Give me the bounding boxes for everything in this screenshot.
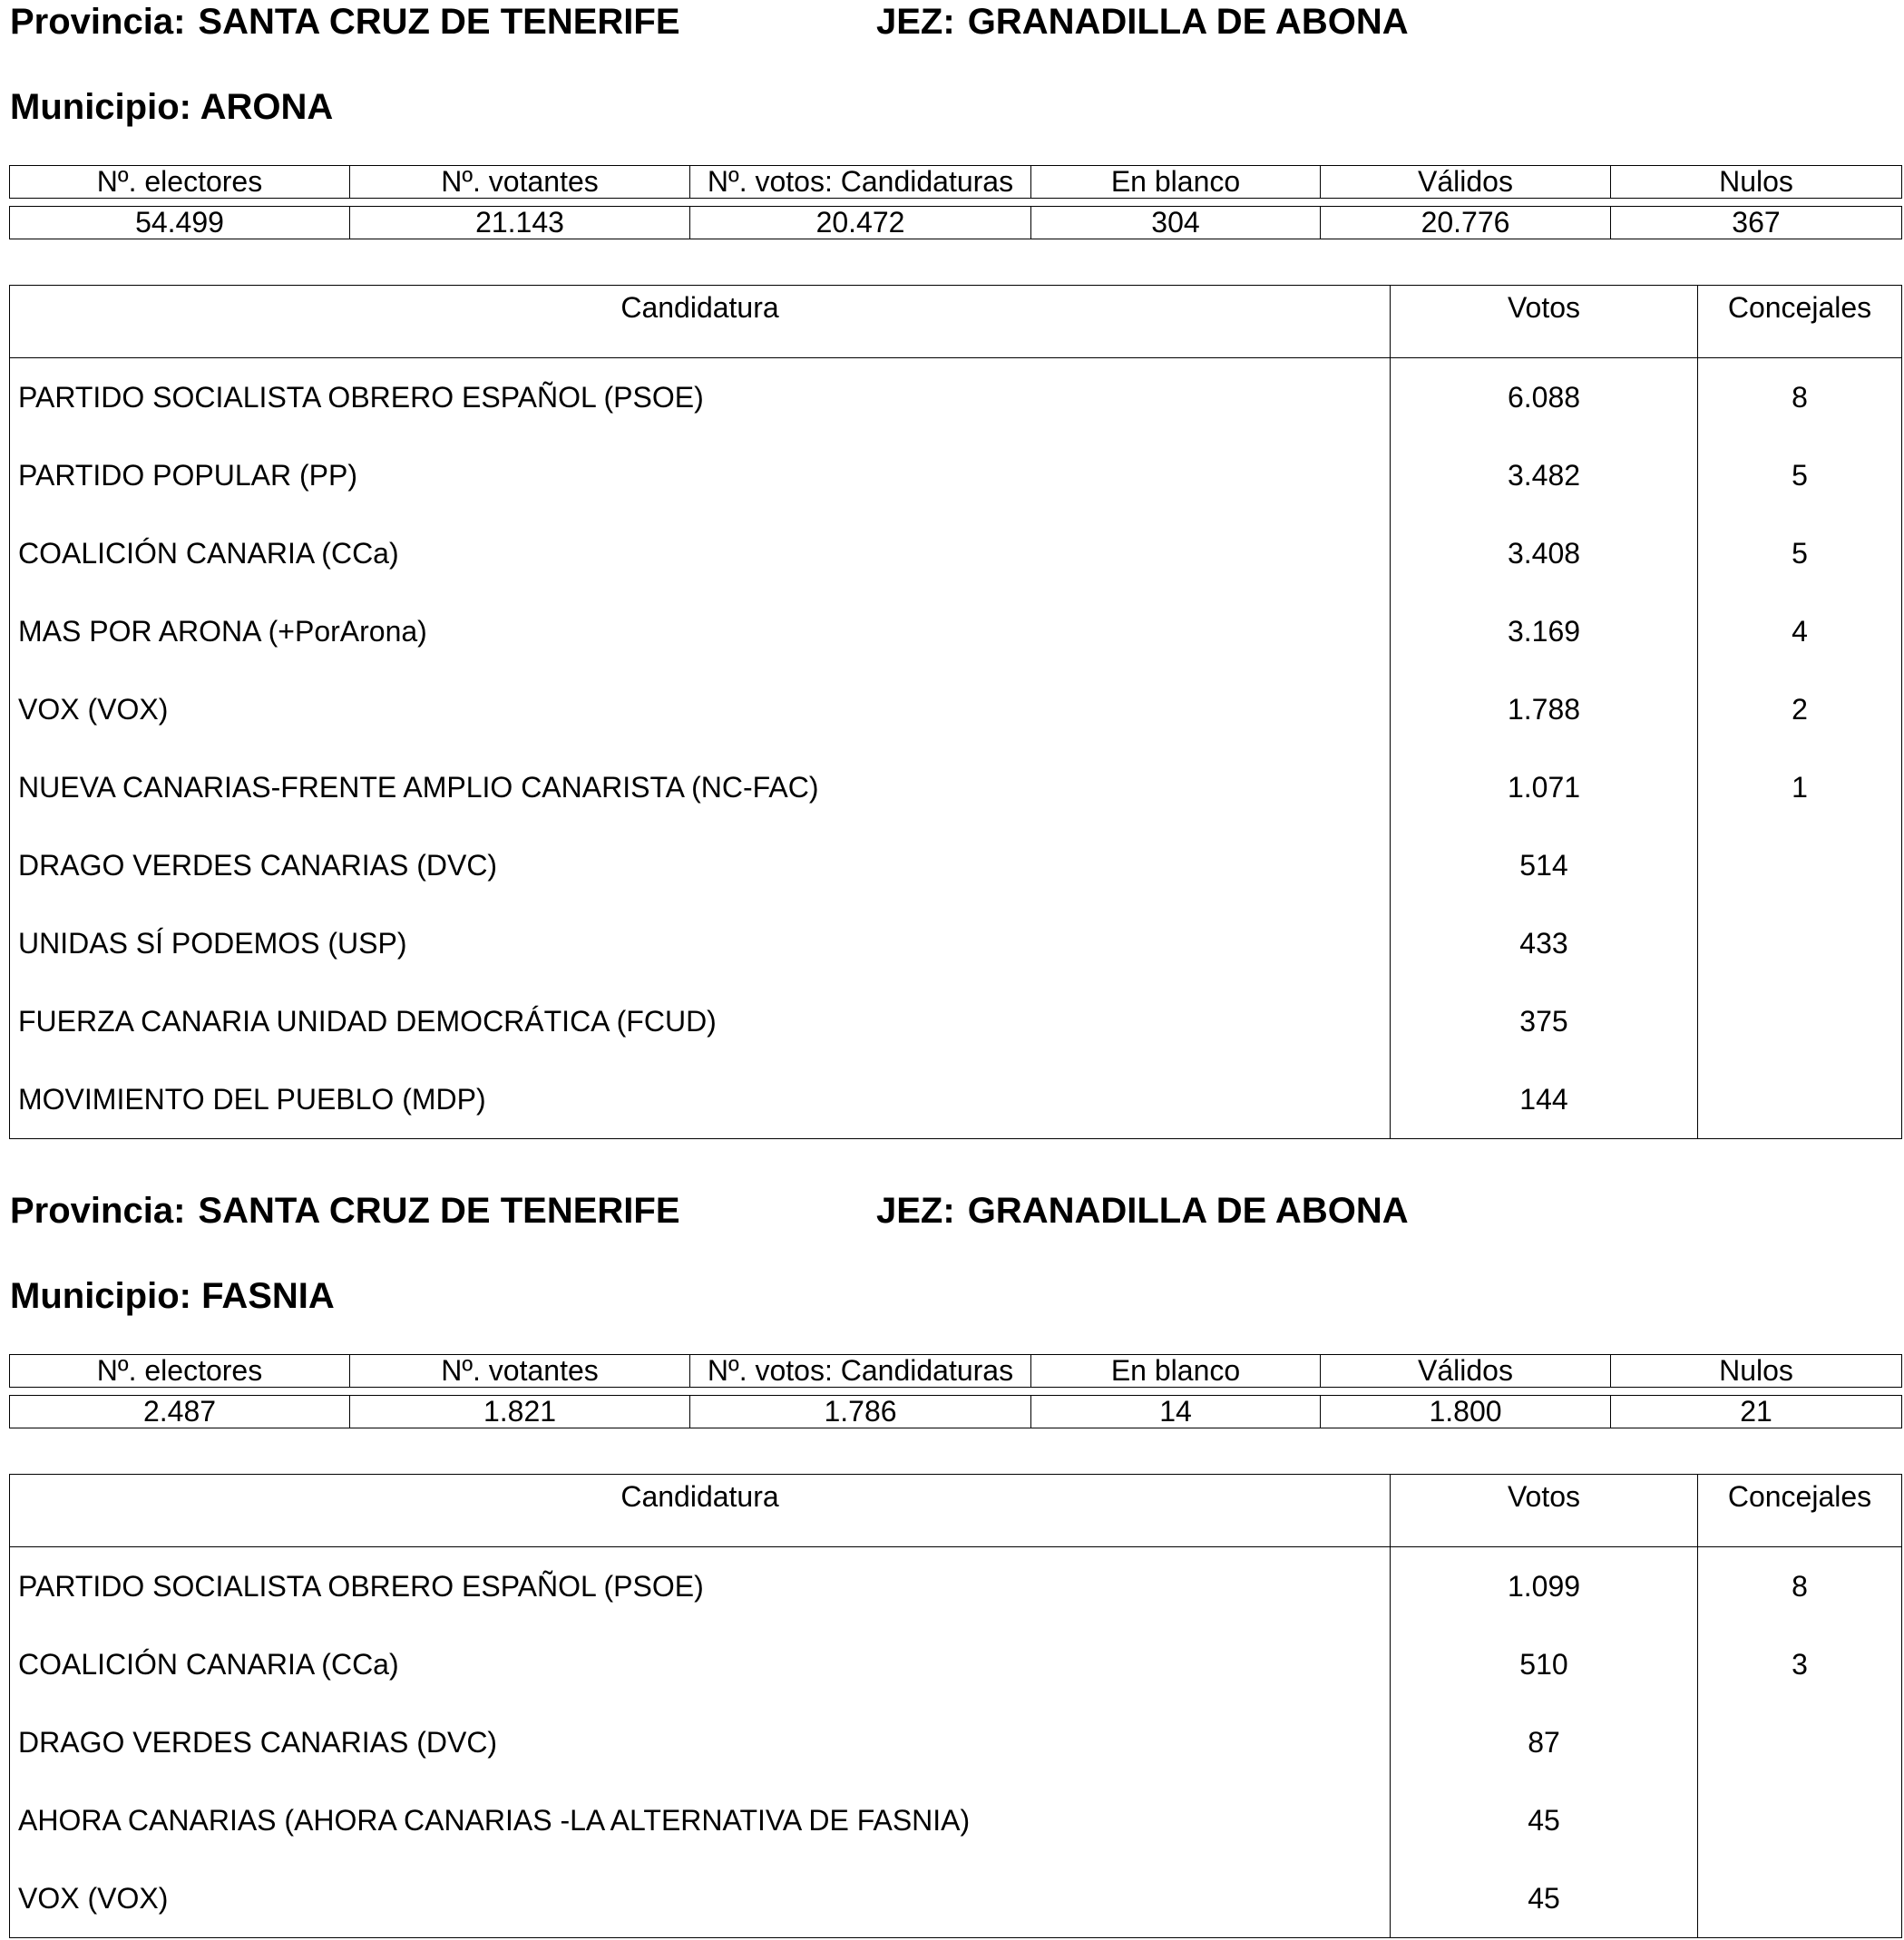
candidatura-column-header: Candidatura (10, 1475, 1391, 1547)
summary-header-cell: En blanco (1031, 166, 1321, 199)
provincia-header (10, 0, 680, 44)
municipio-header (10, 85, 333, 129)
table-row (10, 904, 1902, 982)
jez-value: GRANADILLA DE ABONA (967, 1191, 1409, 1231)
summary-value-row (10, 207, 1902, 239)
summary-value-cell: 1.800 (1321, 1396, 1611, 1428)
candidatura-concejales (1698, 1060, 1902, 1139)
candidatura-concejales: 8 (1698, 358, 1902, 437)
candidatura-votos: 1.099 (1391, 1547, 1698, 1626)
candidatura-name: NUEVA CANARIAS-FRENTE AMPLIO CANARISTA (NC-FAC) (10, 748, 1391, 826)
provincia-value: SANTA CRUZ DE TENERIFE (198, 2, 680, 42)
municipio-label: Municipio: (10, 87, 191, 127)
candidatura-votos: 375 (1391, 982, 1698, 1060)
summary-header-cell: Nº. electores (10, 166, 350, 199)
candidatura-name: FUERZA CANARIA UNIDAD DEMOCRÁTICA (FCUD) (10, 982, 1391, 1060)
candidatura-concejales: 1 (1698, 748, 1902, 826)
votos-column-header: Votos (1391, 1475, 1698, 1547)
candidatura-concejales: 5 (1698, 514, 1902, 592)
table-row (10, 1625, 1902, 1703)
candidatura-name: MOVIMIENTO DEL PUEBLO (MDP) (10, 1060, 1391, 1139)
candidatura-concejales (1698, 1859, 1902, 1938)
candidatura-concejales: 2 (1698, 670, 1902, 748)
summary-value-row (10, 1396, 1902, 1428)
summary-value-cell: 14 (1031, 1396, 1321, 1428)
summary-value-cell: 1.821 (350, 1396, 690, 1428)
concejales-column-header: Concejales (1698, 286, 1902, 358)
table-row (10, 670, 1902, 748)
summary-header-cell: Nº. votantes (350, 166, 690, 199)
concejales-column-header: Concejales (1698, 1475, 1902, 1547)
summary-value-cell: 21 (1611, 1396, 1902, 1428)
municipio-value: FASNIA (201, 1276, 335, 1316)
summary-value-cell: 2.487 (10, 1396, 350, 1428)
votos-column-header: Votos (1391, 286, 1698, 358)
jez-header (876, 1189, 1409, 1233)
summary-value-cell: 367 (1611, 207, 1902, 239)
summary-header-row (10, 1355, 1902, 1388)
candidatura-votos: 45 (1391, 1781, 1698, 1859)
table-row (10, 982, 1902, 1060)
provincia-value: SANTA CRUZ DE TENERIFE (198, 1191, 680, 1231)
jez-value: GRANADILLA DE ABONA (967, 2, 1409, 42)
municipio-header (10, 1274, 335, 1318)
candidatura-name: PARTIDO SOCIALISTA OBRERO ESPAÑOL (PSOE) (10, 1547, 1391, 1626)
candidatura-votos: 3.169 (1391, 592, 1698, 670)
candidaturas-table (9, 285, 1902, 1139)
candidatura-concejales (1698, 904, 1902, 982)
summary-header-cell: Nº. electores (10, 1355, 350, 1388)
summary-header-cell: Válidos (1321, 166, 1611, 199)
table-row (10, 1060, 1902, 1139)
summary-header-cell: En blanco (1031, 1355, 1321, 1388)
candidatura-votos: 6.088 (1391, 358, 1698, 437)
summary-header-cell: Nº. votos: Candidaturas (690, 166, 1031, 199)
provincia-header (10, 1189, 680, 1233)
summary-table (9, 165, 1902, 239)
candidatura-votos: 3.482 (1391, 436, 1698, 514)
candidatura-concejales: 4 (1698, 592, 1902, 670)
candidatura-concejales: 3 (1698, 1625, 1902, 1703)
candidaturas-header-row (10, 1475, 1902, 1547)
table-row (10, 514, 1902, 592)
candidatura-name: MAS POR ARONA (+PorArona) (10, 592, 1391, 670)
candidaturas-header-row (10, 286, 1902, 358)
summary-table (9, 1354, 1902, 1428)
candidatura-votos: 144 (1391, 1060, 1698, 1139)
summary-value-cell: 304 (1031, 207, 1321, 239)
table-row (10, 1703, 1902, 1781)
summary-value-cell: 20.776 (1321, 207, 1611, 239)
candidatura-name: PARTIDO POPULAR (PP) (10, 436, 1391, 514)
table-row (10, 748, 1902, 826)
candidatura-votos: 1.788 (1391, 670, 1698, 748)
summary-value-cell: 21.143 (350, 207, 690, 239)
summary-header-row (10, 166, 1902, 199)
candidatura-name: DRAGO VERDES CANARIAS (DVC) (10, 1703, 1391, 1781)
candidatura-votos: 45 (1391, 1859, 1698, 1938)
candidatura-concejales: 8 (1698, 1547, 1902, 1626)
summary-header-cell: Válidos (1321, 1355, 1611, 1388)
table-row (10, 826, 1902, 904)
summary-header-cell: Nulos (1611, 166, 1902, 199)
candidatura-concejales (1698, 1781, 1902, 1859)
candidatura-concejales (1698, 826, 1902, 904)
candidatura-name: AHORA CANARIAS (AHORA CANARIAS -LA ALTERNATIVA DE FASNIA) (10, 1781, 1391, 1859)
municipio-label: Municipio: (10, 1276, 191, 1316)
jez-label: JEZ: (876, 1191, 955, 1231)
candidatura-votos: 87 (1391, 1703, 1698, 1781)
municipio-value: ARONA (200, 87, 334, 127)
candidatura-name: UNIDAS SÍ PODEMOS (USP) (10, 904, 1391, 982)
table-row (10, 1781, 1902, 1859)
candidatura-concejales: 5 (1698, 436, 1902, 514)
summary-value-cell: 20.472 (690, 207, 1031, 239)
candidatura-concejales (1698, 982, 1902, 1060)
table-row (10, 358, 1902, 437)
candidatura-name: COALICIÓN CANARIA (CCa) (10, 1625, 1391, 1703)
summary-header-cell: Nº. votos: Candidaturas (690, 1355, 1031, 1388)
candidatura-column-header: Candidatura (10, 286, 1391, 358)
candidatura-name: DRAGO VERDES CANARIAS (DVC) (10, 826, 1391, 904)
candidatura-votos: 1.071 (1391, 748, 1698, 826)
candidatura-name: VOX (VOX) (10, 670, 1391, 748)
candidatura-name: PARTIDO SOCIALISTA OBRERO ESPAÑOL (PSOE) (10, 358, 1391, 437)
candidatura-name: VOX (VOX) (10, 1859, 1391, 1938)
provincia-label: Provincia: (10, 1191, 186, 1231)
summary-value-cell: 1.786 (690, 1396, 1031, 1428)
summary-value-cell: 54.499 (10, 207, 350, 239)
candidatura-name: COALICIÓN CANARIA (CCa) (10, 514, 1391, 592)
table-row (10, 1547, 1902, 1626)
summary-header-cell: Nulos (1611, 1355, 1902, 1388)
candidatura-votos: 433 (1391, 904, 1698, 982)
summary-header-cell: Nº. votantes (350, 1355, 690, 1388)
table-row (10, 1859, 1902, 1938)
table-row (10, 436, 1902, 514)
jez-label: JEZ: (876, 2, 955, 42)
jez-header (876, 0, 1409, 44)
table-row (10, 592, 1902, 670)
candidatura-votos: 514 (1391, 826, 1698, 904)
candidatura-concejales (1698, 1703, 1902, 1781)
candidatura-votos: 510 (1391, 1625, 1698, 1703)
provincia-label: Provincia: (10, 2, 186, 42)
candidaturas-table (9, 1474, 1902, 1938)
candidatura-votos: 3.408 (1391, 514, 1698, 592)
